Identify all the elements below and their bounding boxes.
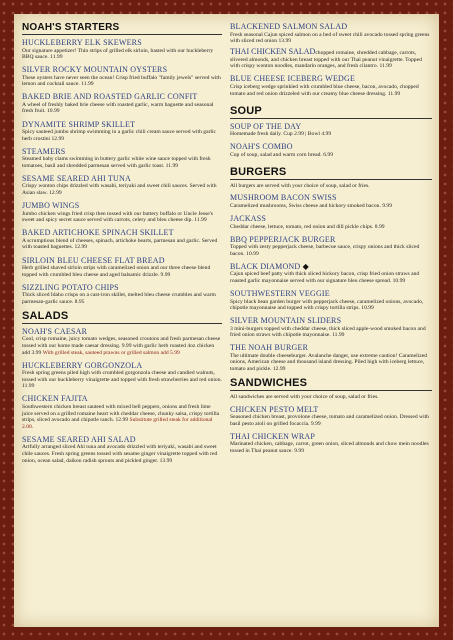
item-name: HUCKLEBERRY GORGONZOLA — [22, 360, 143, 370]
menu-item — [230, 142, 432, 158]
right-column — [230, 22, 432, 459]
item-desc: Steamed baby clams swimming in buttery garlic white wine sauce topped with fresh tomatoes, basil and shredded parmesan served with garlic toast. 11.99 — [22, 156, 211, 169]
item-desc: Topped with zesty pepperjack cheese, barbecue sauce, crispy onions and thick sliced bacon. 10.99 — [230, 244, 420, 257]
item-name: HUCKLEBERRY ELK SKEWERS — [22, 38, 142, 47]
item-desc: Herb grilled shaved sirloin strips with caramelized onion and our three cheese blend topped with crumbled bleu cheese and aged balsamic drizzle. 9.99 — [22, 265, 211, 278]
item-name: DYNAMITE SHRIMP SKILLET — [22, 119, 136, 129]
item-name: SIZZLING POTATO CHIPS — [22, 282, 119, 292]
item-name: THAI CHICKEN SALAD — [230, 47, 316, 57]
item-name: SESAME SEARED AHI SALAD — [22, 434, 136, 444]
menu-item — [230, 22, 432, 45]
item-addon: Substitute grilled steak for additional 2.00. — [22, 417, 213, 430]
item-name: CHICKEN PESTO MELT — [230, 404, 319, 414]
item-desc: Spicy sauteed jumbo shrimp swimming in a garlic chili cream sauce served with garlic herb crostini 12.99 — [22, 129, 217, 142]
menu-item — [22, 92, 222, 115]
menu-item — [22, 361, 222, 390]
section-note: All sandwiches are served with your choice of soup, salad or fries. — [230, 394, 379, 401]
menu-item — [230, 235, 432, 258]
item-desc-text: Cool, crisp romaine, juicy tomato wedges, seasoned croutons and fresh parmesan cheese tossed with our home made caesar dressing. 9.99 with garlic herb roasted 4oz chicken add 3.99 — [22, 336, 221, 356]
item-name: BLUE CHEESE ICEBERG WEDGE — [230, 74, 356, 84]
left-column — [22, 22, 222, 469]
menu-item — [230, 316, 432, 339]
item-desc: Cup of soup, salad and warm corn bread. 6.99 — [230, 151, 333, 158]
menu-item — [230, 405, 432, 428]
item-desc: Homemade fresh daily. Cup 2.99 | Bowl 4.99 — [230, 131, 332, 138]
item-desc: The ultimate double cheeseburger. Avalanche danger, use extreme caution! Caramelized onions, American cheese and thousand island dressing. Piled high with iceberg lettuce, tomato and pickle. 12.99 — [230, 352, 427, 373]
item-name: SILVER MOUNTAIN SLIDERS — [230, 316, 342, 326]
item-name: BAKED ARTICHOKE SPINACH SKILLET — [22, 228, 174, 238]
item-name: SOUTHWESTERN VEGGIE — [230, 289, 330, 298]
item-name: THAI CHICKEN WRAP — [230, 431, 316, 441]
item-desc: Thick sliced Idaho crisps on a cast-iron skillet, melted bleu cheese crumbles and warm parmesan-garlic sauce. 8.95 — [22, 292, 216, 305]
item-desc: These oysters have never seen the ocean! Crisp fried buffalo "family jewels" served with lemon and cocktail sauce. 11.99 — [22, 74, 221, 88]
item-name: SOUP OF THE DAY — [230, 121, 302, 131]
item-name: STEAMERS — [22, 146, 66, 156]
item-desc: Jumbo chicken wings fried crisp then tossed with our buttery buffalo or Uncle Jesse's sweet and spicy secret sauce served with carrots, celery and bleu cheese dip. 11.99 — [22, 210, 213, 224]
item-name: JUMBO WINGS — [22, 201, 80, 211]
item-name: BLACK DIAMOND — [230, 261, 301, 271]
menu-page — [14, 14, 439, 627]
menu-item — [230, 343, 432, 372]
item-name: BBQ PEPPERJACK BURGER — [230, 234, 336, 244]
section-title-soup: SOUP — [230, 105, 432, 119]
item-name: JACKASS — [230, 214, 267, 224]
item-name: NOAH'S COMBO — [230, 142, 293, 152]
item-name-row — [230, 262, 432, 272]
section-note: All burgers are served with your choice of soup, salad or fries. — [230, 182, 370, 189]
menu-item — [22, 38, 222, 61]
item-desc: Fresh seasonal Cajun spiced salmon on a bed of sweet chili avocado tossed spring greens with sliced red onion 13.99 — [230, 31, 430, 45]
menu-item — [22, 283, 222, 306]
item-name: THE NOAH BURGER — [230, 343, 309, 353]
item-desc: Seasoned chicken breast, provolone cheese, tomato and caramelized onion. Dressed with basil pesto aioli on grilled focaccia. 9.99 — [230, 414, 429, 427]
menu-item — [22, 256, 222, 279]
item-desc — [22, 336, 222, 356]
menu-item — [22, 228, 222, 251]
item-desc — [230, 49, 432, 70]
item-name: NOAH'S CAESAR — [22, 326, 88, 336]
item-desc: A scrumptious blend of cheeses, spinach, artichoke hearts, parmesan and garlic. Served with toasted baguettes. 12.99 — [22, 237, 218, 251]
menu-item — [22, 120, 222, 143]
item-desc: Crispy wonton chips drizzled with wasabi, teriyaki and sweet chili sauces. Served with Asian slaw. 12.99 — [22, 183, 217, 197]
menu-item — [22, 201, 222, 224]
item-desc: Cheddar cheese, lettuce, tomato, red onion and dill pickle chips. 8.99 — [230, 223, 385, 230]
item-desc: Fresh spring greens piled high with crumbled gorgonzola cheese and candied walnuts, tossed with our huckleberry vinaigrette and topped with fresh strawberries and red onion. 11.99 — [22, 370, 222, 390]
item-desc: Crisp iceberg wedge sprinkled with crumbled blue cheese, bacon, avocado, chopped tomato and red onion drizzeled with our creamy blue cheese dressing. 11.99 — [230, 83, 419, 97]
section-title-sandwiches: SANDWICHES — [230, 377, 432, 391]
section-title-salads: SALADS — [22, 310, 222, 324]
item-desc: Caramelized mushrooms, Swiss cheese and hickory smoked bacon. 9.99 — [230, 202, 393, 209]
item-desc: 3 mini-burgers topped with cheddar cheese, thick sliced apple-wood smoked bacon and fried onion straws with chipotle mayonnaise. 11.99 — [230, 325, 426, 339]
item-desc: Marinated chicken, cabbage, carrot, green onion, sliced almonds and chow mein noodles tossed in Thai peanut sauce. 9.99 — [230, 441, 429, 455]
item-desc: A wheel of freshly baked brie cheese with roasted garlic, warm baguette and seasonal fresh fruit. 10.99 — [22, 101, 214, 115]
item-name: BLACKENED SALMON SALAD — [230, 22, 348, 31]
menu-item — [230, 214, 432, 230]
menu-item — [230, 432, 432, 455]
menu-item — [22, 435, 222, 464]
menu-item — [22, 174, 222, 197]
item-name: CHICKEN FAJITA — [22, 394, 88, 404]
menu-item — [230, 262, 432, 285]
item-name: SILVER ROCKY MOUNTAIN OYSTERS — [22, 65, 168, 75]
section-title-starters: NOAH'S STARTERS — [22, 22, 222, 35]
item-name: MUSHROOM BACON SWISS — [230, 193, 337, 203]
item-desc: Spicy black bean garden burger with pepperjack cheese, caramelized onions, avocado, chipotle mayonnaise and topped with crispy tortilla strips. 10.99 — [230, 298, 424, 312]
menu-item — [230, 122, 432, 138]
menu-item — [230, 193, 432, 209]
menu-item — [230, 49, 432, 70]
item-desc-text: Southwestern chicken breast sauteed with mixed bell peppers, onions and fresh lime juice served on a grilled romaine heart with cheddar cheese, chunky salsa, crispy tortilla strips, sliced avocado and chipotle ranch. 12.99 — [22, 403, 220, 424]
item-desc: Cajun spiced beef patty with thick sliced hickory bacon, crisp fried onion straws and roasted garlic mayonnaise served with our signature bleu cheese spread. 10.99 — [230, 271, 420, 284]
black-diamond-icon: ◆ — [302, 261, 309, 271]
item-desc: Our signature appetizer! Thin strips of grilled elk sirloin, basted with our huckleberry BBQ sauce. 11.99 — [22, 47, 214, 61]
item-name: BAKED BRIE AND ROASTED GARLIC CONFIT — [22, 92, 198, 102]
item-desc — [22, 404, 222, 430]
item-addon: With grilled steak, sauteed prawns or grilled salmon add 5.99 — [42, 349, 180, 356]
item-desc: Artfully arranged sliced Ahi tuna and avocado drizzled with teriyaki, wasabi and sweet chile sauces. Fresh spring greens tossed with sesame ginger vinaigrette topped with red onion, ocean salad, daikon radish sprouts and pickled ginger. 13.99 — [22, 444, 218, 464]
item-name: SESAME SEARED AHI TUNA — [22, 173, 131, 183]
menu-item — [22, 65, 222, 88]
menu-item — [230, 289, 432, 312]
item-desc-text: chopped romaine, shredded cabbage, carrots, slivered almonds, and chicken breast topped with our Thai peanut vinaigrette. Topped with crispy wonton noodles, mandarin oranges, and fresh cilantro. 11.99 — [230, 50, 422, 70]
menu-item — [22, 147, 222, 170]
item-name: SIRLOIN BLEU CHEESE FLAT BREAD — [22, 255, 165, 265]
menu-item — [22, 327, 222, 356]
menu-item — [22, 394, 222, 430]
menu-item — [230, 74, 432, 97]
section-title-burgers: BURGERS — [230, 166, 432, 180]
